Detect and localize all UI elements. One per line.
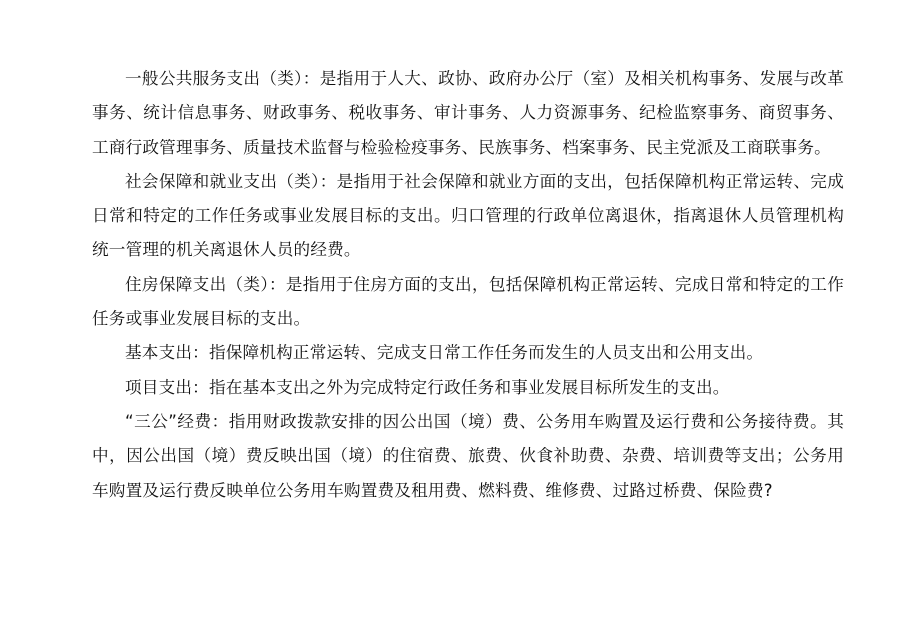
paragraph-three-public-expenses: “三公”经费：指用财政拨款安排的因公出国（境）费、公务用车购置及运行费和公务接待费。其中，因公出国（境）费反映出国（境）的住宿费、旅费、伙食补助费、杂费、培训费等支出；公务用车购置及运行费反映单位公务用车购置费及租用费、燃料费、维修费、过路过桥费、保险费? bbox=[92, 411, 844, 500]
paragraph-general-public-services: 一般公共服务支出（类）：是指用于人大、政协、政府办公厅（室）及相关机构事务、发展与改革事务、统计信息事务、财政事务、税收事务、审计事务、人力资源事务、纪检监察事务、商贸事务、工商行政管理事务、质量技术监督与检验检疫事务、民族事务、档案事务、民主党派及工商联事务。 bbox=[92, 69, 844, 157]
paragraph-basic-expenditure: 基本支出：指保障机构正常运转、完成支日常工作任务而发生的人员支出和公用支出。 bbox=[125, 343, 764, 363]
paragraph-housing-security: 住房保障支出（类）：是指用于住房方面的支出，包括保障机构正常运转、完成日常和特定的工作任务或事业发展目标的支出。 bbox=[92, 274, 844, 329]
paragraph-social-security: 社会保障和就业支出（类）：是指用于社会保障和就业方面的支出，包括保障机构正常运转、完成日常和特定的工作任务或事业发展目标的支出。归口管理的行政单位离退休，指离退休人员管理机构统一管理的机关离退休人员的经费。 bbox=[92, 171, 844, 260]
document-body bbox=[92, 62, 844, 508]
paragraph-project-expenditure: 项目支出：指在基本支出之外为完成特定行政任务和事业发展目标所发生的支出。 bbox=[125, 377, 730, 397]
